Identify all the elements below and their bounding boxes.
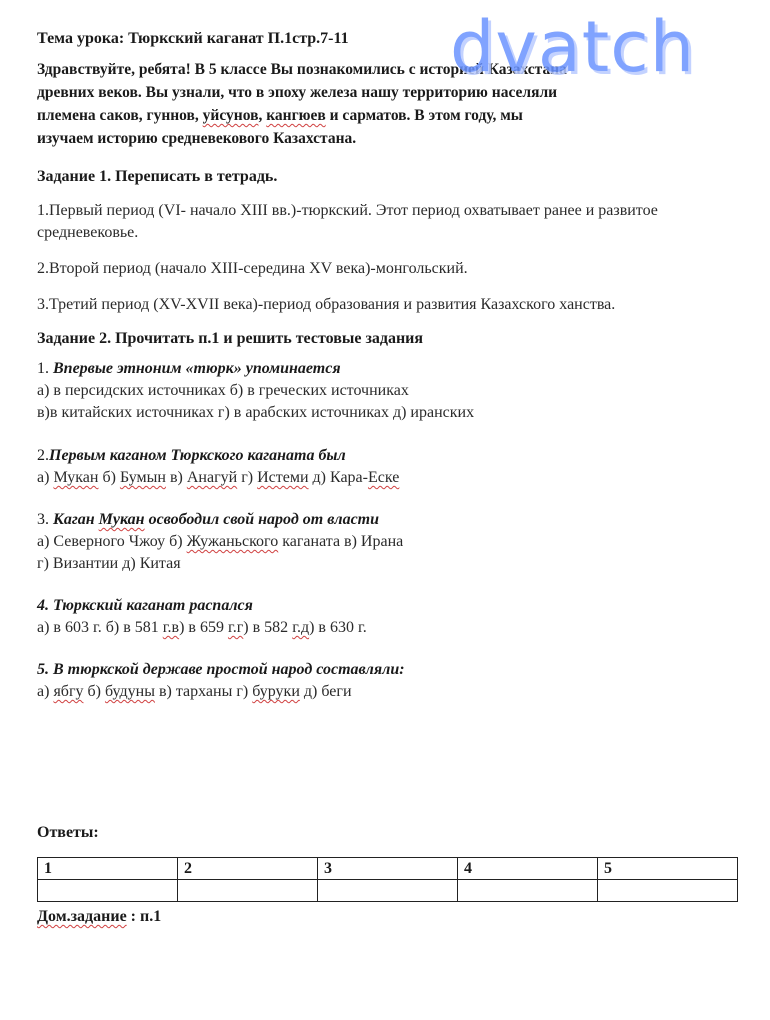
intro-term: уйсунов: [202, 107, 259, 124]
answer-cell: [318, 880, 458, 902]
question-title: [37, 445, 737, 467]
option-text: ) в 582: [243, 619, 293, 636]
question-term: Мукан: [98, 511, 145, 528]
question-options: [37, 531, 737, 553]
question-number: 2.: [37, 447, 49, 464]
option-text: д) беги: [299, 683, 352, 700]
option-term: Мукан: [53, 469, 99, 486]
answer-column-header: 3: [318, 858, 458, 880]
question-text: освободил свой народ от власти: [144, 511, 380, 528]
question-3: [37, 509, 737, 575]
intro-text: и сарматов. В этом году, мы: [325, 107, 523, 124]
option-term: ябгу: [53, 683, 84, 700]
option-text: г): [237, 469, 258, 486]
intro-text: ,: [258, 107, 267, 124]
question-title: [37, 659, 737, 681]
question-title: [37, 509, 737, 531]
intro-line: [37, 104, 737, 127]
answers-blank-row: [38, 880, 738, 902]
option-text: в): [165, 469, 187, 486]
option-term: Еске: [367, 469, 400, 486]
question-options: [37, 467, 737, 489]
question-2: [37, 445, 737, 489]
answers-header-row: [38, 858, 738, 880]
option-term: будуны: [104, 683, 155, 700]
question-options: [37, 617, 737, 639]
answer-column-header: 5: [598, 858, 738, 880]
homework-label: Дом.задание: [37, 908, 127, 925]
question-text: 4. Тюркский каганат распался: [37, 597, 253, 614]
question-options: [37, 681, 737, 703]
option-text: в) тарханы г): [154, 683, 253, 700]
intro-line: изучаем историю средневекового Казахстана.: [37, 130, 357, 147]
question-number: 1.: [37, 360, 53, 377]
option-text: а): [37, 469, 54, 486]
watermark-logo: dvatch: [450, 6, 696, 88]
answer-column-header: 4: [458, 858, 598, 880]
question-title: [37, 358, 737, 380]
homework-value: : п.1: [126, 908, 162, 925]
option-term: г.д: [292, 619, 310, 636]
task1-heading: Задание 1. Переписать в тетрадь.: [37, 168, 278, 185]
option-text: каганата в) Ирана: [278, 533, 404, 550]
option-term: г.г: [227, 619, 244, 636]
answer-column-header: 1: [38, 858, 178, 880]
worksheet: [37, 30, 737, 703]
question-title: [37, 595, 737, 617]
question-5: [37, 659, 737, 703]
intro-text: племена саков, гуннов,: [37, 107, 203, 124]
option-text: а): [37, 683, 54, 700]
option-text: б): [98, 469, 120, 486]
option-term: Анагуй: [186, 469, 238, 486]
option-text: а) Северного Чжоу б): [37, 533, 187, 550]
answer-cell: [178, 880, 318, 902]
question-text: 5. В тюркской державе простой народ составляли:: [37, 661, 405, 678]
answer-column-header: 2: [178, 858, 318, 880]
option-text: а) в 603 г. б) в 581: [37, 619, 163, 636]
task1-period-3: 3.Третий период (XV-XVII века)-период образования и развития Казахского ханства.: [37, 296, 616, 313]
question-options: г) Византии д) Китая: [37, 555, 181, 572]
answer-cell: [38, 880, 178, 902]
option-term: Бумын: [119, 469, 166, 486]
question-text: Первым каганом Тюркского каганата был: [49, 447, 346, 464]
option-text: ) в 659: [179, 619, 228, 636]
homework: [37, 908, 161, 926]
question-4: [37, 595, 737, 639]
option-term: буруки: [252, 683, 300, 700]
answers-heading: Ответы:: [37, 824, 99, 841]
intro-line: Здравствуйте, ребята! В 5 классе Вы познакомились с историей Казахстана: [37, 61, 567, 78]
option-text: д) Кара-: [308, 469, 368, 486]
option-term: Истеми: [257, 469, 309, 486]
task1-period-2: 2.Второй период (начало XIII-середина XV века)-монгольский.: [37, 260, 468, 277]
option-term: Жужаньского: [186, 533, 279, 550]
intro-line: древних веков. Вы узнали, что в эпоху железа нашу территорию населяли: [37, 84, 558, 101]
question-text: Каган: [53, 511, 99, 528]
question-options: а) в персидских источниках б) в греческих источниках: [37, 382, 409, 399]
task1-period-1: 1.Первый период (VI- начало XIII вв.)-тюркский. Этот период охватывает ранее и развитое средневековье.: [37, 202, 658, 241]
lesson-title: Тема урока: Тюркский каганат П.1стр.7-11: [37, 30, 349, 47]
answer-cell: [598, 880, 738, 902]
option-text: б): [83, 683, 105, 700]
question-1: [37, 358, 737, 424]
task2-heading: Задание 2. Прочитать п.1 и решить тестовые задания: [37, 330, 424, 347]
question-options: в)в китайских источниках г) в арабских источниках д) иранских: [37, 404, 475, 421]
intro-term: кангюев: [266, 107, 326, 124]
option-term: г.в: [162, 619, 180, 636]
question-number: 3.: [37, 511, 53, 528]
answer-cell: [458, 880, 598, 902]
question-text: Впервые этноним «тюрк» упоминается: [53, 360, 341, 377]
answers-table: [37, 857, 738, 902]
option-text: ) в 630 г.: [309, 619, 367, 636]
